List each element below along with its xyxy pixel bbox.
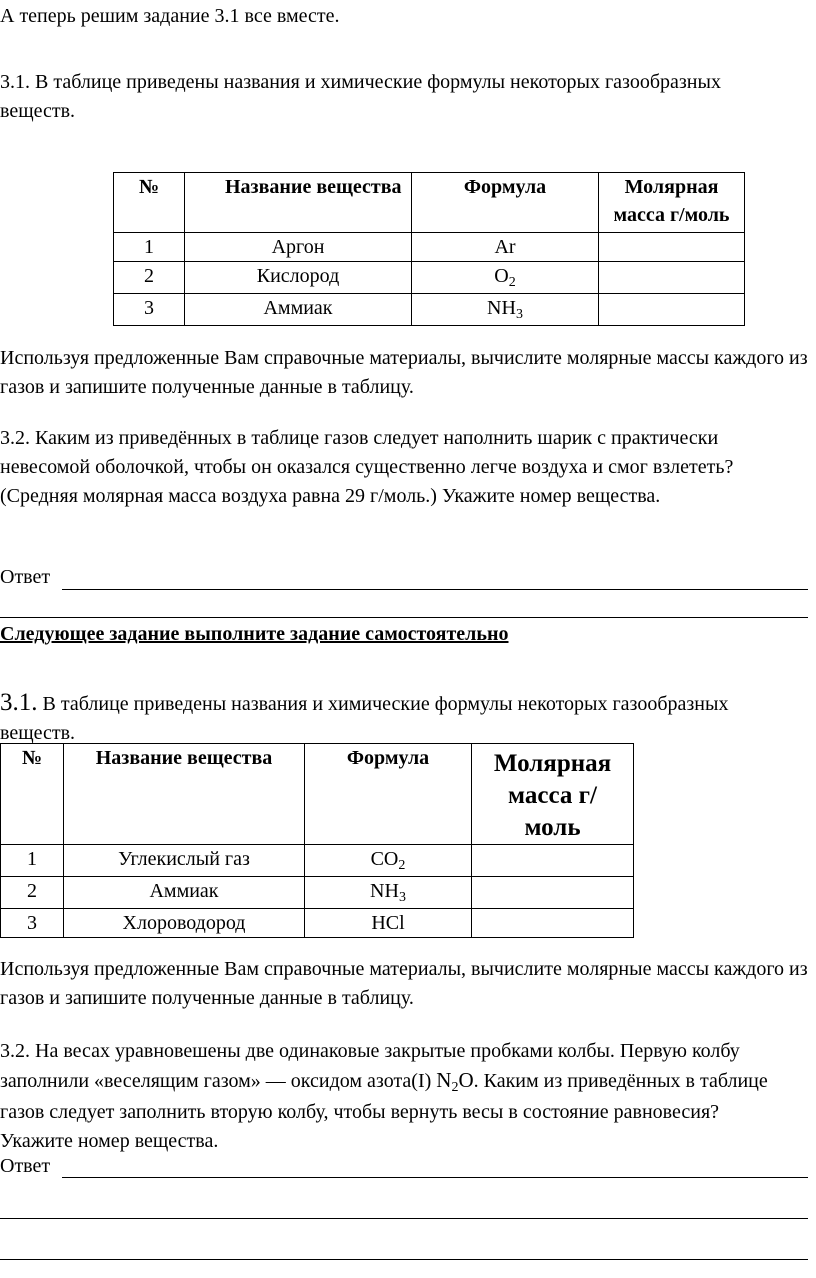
row-num: 2 (1, 877, 64, 909)
row-molar-mass-cell[interactable] (472, 909, 634, 938)
table-row (1, 909, 634, 938)
row-molar-mass-cell[interactable] (472, 845, 634, 877)
row-molar-mass-cell[interactable] (599, 262, 745, 294)
header-name: Название вещества (64, 744, 305, 845)
task2-answer-label: Ответ (0, 1155, 51, 1177)
header-formula: Формула (305, 744, 472, 845)
task2-table (0, 743, 634, 938)
row-num: 2 (114, 262, 185, 294)
task1-instruction: Используя предложенные Вам справочные материалы, вычислите молярные массы каждого из газов и запишите полученные данные в таблицу. (0, 347, 808, 398)
answer-line[interactable] (62, 589, 808, 590)
task2-question-part2: . Каким из приведённых в таблице газов следует заполнить вторую колбу, чтобы вернуть весы в состояние равновесия? Укажите номер вещества. (0, 1070, 768, 1152)
row-num: 3 (114, 294, 185, 326)
answer-line[interactable] (62, 1177, 808, 1178)
table-row (1, 877, 634, 909)
row-formula: $CO_2$ (305, 845, 472, 877)
row-name: Аммиак (185, 294, 412, 326)
row-formula: Ar (412, 233, 599, 262)
table-row (114, 262, 745, 294)
n2o-formula: N2O (436, 1068, 474, 1095)
header-name: Название вещества (185, 173, 412, 233)
table-header-row (1, 744, 634, 845)
answer-line[interactable] (0, 1218, 808, 1219)
row-molar-mass-cell[interactable] (472, 877, 634, 909)
row-formula: $NH_3$ (412, 294, 599, 326)
header-formula: Формула (412, 173, 599, 233)
table-row (114, 294, 745, 326)
row-num: 3 (1, 909, 64, 938)
row-molar-mass-cell[interactable] (599, 233, 745, 262)
header-num: № (1, 744, 64, 845)
row-num: 1 (1, 845, 64, 877)
row-num: 1 (114, 233, 185, 262)
task1-title: 3.1. В таблице приведены названия и химические формулы некоторых газообразных веществ. (0, 71, 721, 122)
task2-title-number: 3.1. (0, 689, 38, 716)
table-row (1, 845, 634, 877)
section-heading: Следующее задание выполните задание самостоятельно (0, 623, 509, 645)
task2-question (0, 1037, 780, 1156)
intro-text: А теперь решим задание 3.1 все вместе. (0, 5, 340, 27)
header-molar-mass: Молярная масса г/моль (599, 173, 745, 233)
row-name: Аргон (185, 233, 412, 262)
row-name: Хлороводород (64, 909, 305, 938)
table-row (114, 233, 745, 262)
task1-table (113, 172, 745, 326)
row-formula: HCl (305, 909, 472, 938)
row-name: Аммиак (64, 877, 305, 909)
row-name: Кислород (185, 262, 412, 294)
row-formula: $NH_3$ (305, 877, 472, 909)
row-molar-mass-cell[interactable] (599, 294, 745, 326)
task1-answer-label: Ответ (0, 566, 51, 588)
task2-question-part1: 3.2. На весах уравновешены две одинаковые закрытые пробками колбы. Первую колбу заполнили «веселящим газом» — оксидом азота(I) (0, 1040, 740, 1092)
row-name: Углекислый газ (64, 845, 305, 877)
table-header-row (114, 173, 745, 233)
task1-question: 3.2. Каким из приведённых в таблице газов следует наполнить шарик с практически невесомой оболочкой, чтобы он оказался существенно легче воздуха и смог взлететь? (Средняя молярная масса воздуха равна 29 г/моль.) Укажите номер вещества. (0, 427, 734, 507)
row-formula: $O_2$ (412, 262, 599, 294)
task2-instruction: Используя предложенные Вам справочные материалы, вычислите молярные массы каждого из газов и запишите полученные данные в таблицу. (0, 958, 808, 1009)
task2-title (0, 688, 790, 748)
header-molar-mass: Молярная масса г/моль (472, 744, 634, 845)
task2-title-text: В таблице приведены названия и химические формулы некоторых газообразных веществ. (0, 693, 729, 744)
header-num: № (114, 173, 185, 233)
answer-line[interactable] (0, 617, 808, 618)
answer-line[interactable] (0, 1259, 808, 1260)
